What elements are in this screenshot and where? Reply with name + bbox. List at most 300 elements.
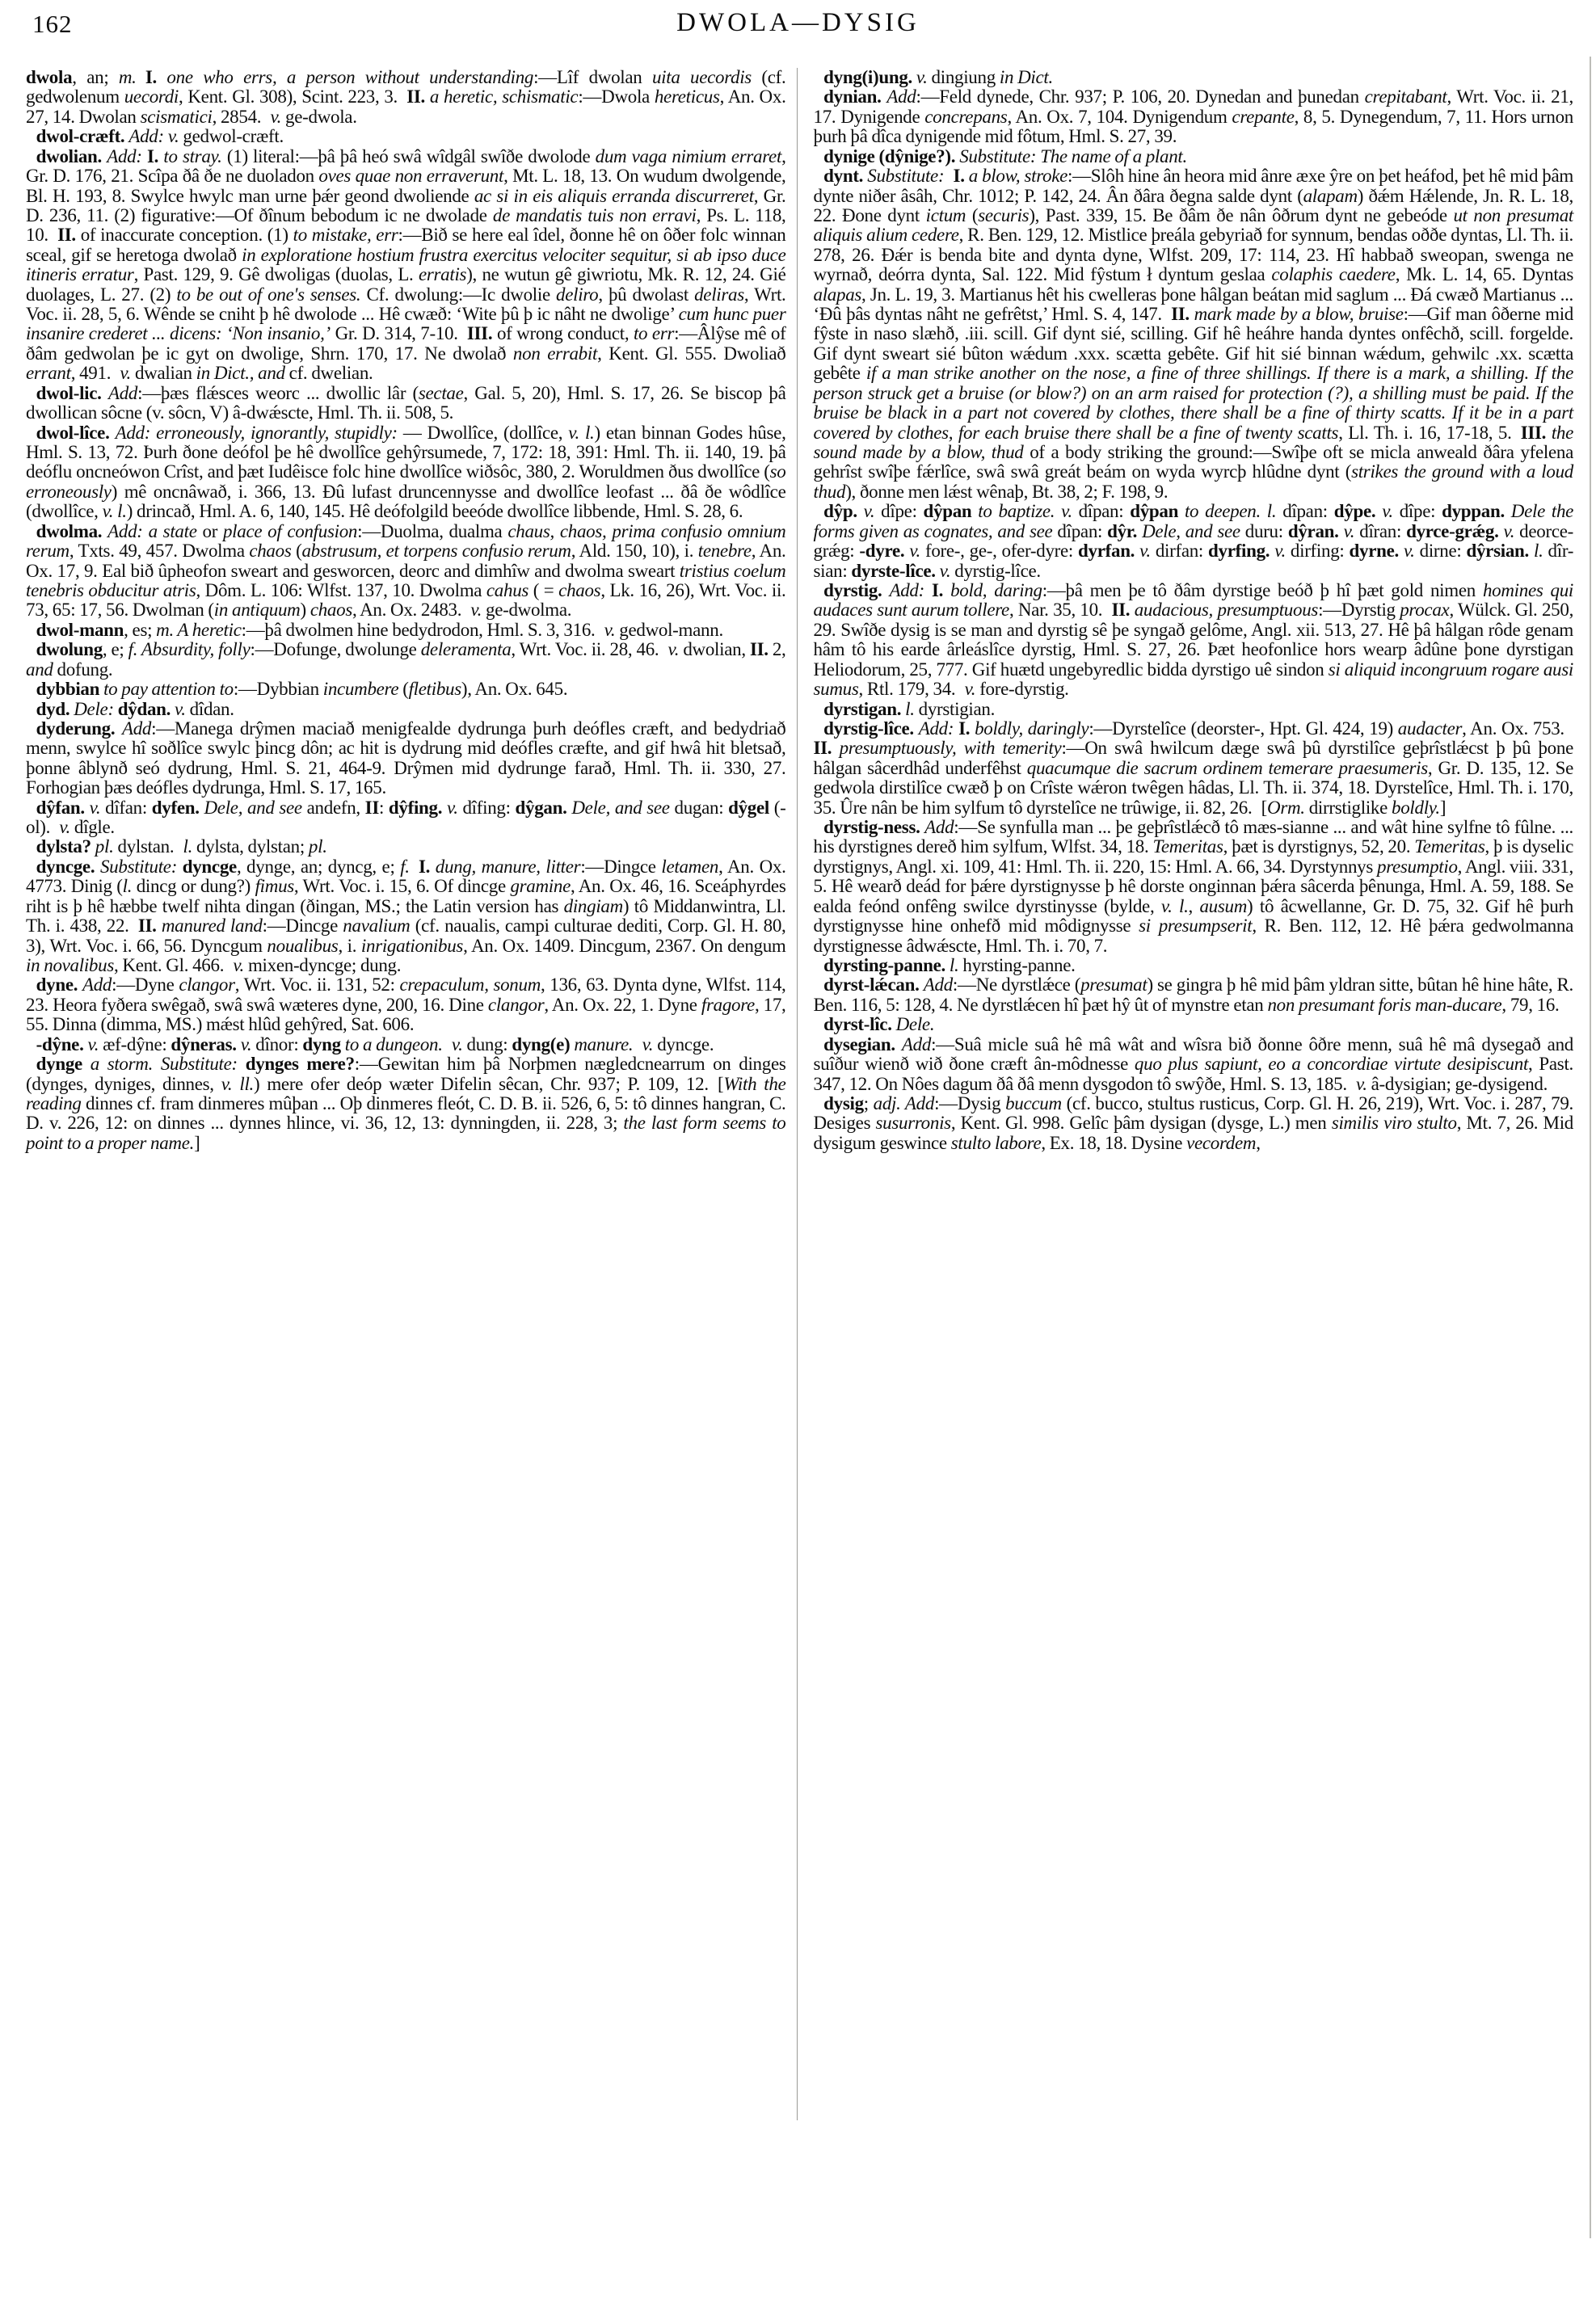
text-run: l.: [183, 836, 193, 857]
text-run: Substitute:: [867, 166, 945, 187]
text-run: With the reading: [26, 1073, 786, 1113]
text-run: presumat: [1080, 974, 1148, 996]
text-run: boldly.: [1392, 797, 1440, 818]
text-run: [157, 67, 166, 87]
text-run: if a man strike another on the nose, a fine of three shillings. If there is a mark, a shilling. If the person struck get a bruise (or blow?) on an arm raised for protection (?), a shilling must be paid. If the bruise be black in a part not covered by clothes, there shall be a fine of thirty scatts. If it be in a part covered by clothes, for each bruise there shall be a fine of twenty scatts: [813, 363, 1573, 443]
text-run: to pay attention to: [103, 679, 234, 700]
text-run: dyd.: [36, 698, 70, 719]
text-run: ) se gingra þ hê mid þâm yldran sitte, bûtan hê hine hâte, R. Ben. 116, 5: 128, 4. Ne dyrstlǽcen hî þæt hŷ ût of mynstre etan: [813, 974, 1573, 1015]
text-run: dŷgan.: [515, 797, 567, 818]
text-run: dŷneras.: [171, 1033, 237, 1054]
text-run: bold, daring: [950, 579, 1042, 600]
text-run: of a body striking the ground:—Swîþe oft se micla anweald ðâra yfelena gehrîst swîþe fǽrlîce, swâ swâ greát beám on wyda wyrcþ hlûdne dynt (: [813, 442, 1573, 482]
page-number: 162: [32, 10, 73, 38]
text-run: dîdan.: [185, 698, 234, 719]
text-run: fimus: [255, 876, 294, 897]
text-run: fletibus: [408, 679, 461, 700]
text-run: Dele.: [895, 1014, 935, 1035]
text-run: l.: [1266, 501, 1277, 522]
entry-dyrstig-lice: [814, 719, 1574, 818]
text-run: noualibus: [267, 935, 339, 956]
text-run: dŷpan: [1130, 501, 1179, 522]
text-run: chaos: [558, 579, 601, 600]
text-run: :—Dyne: [112, 974, 179, 996]
entry-dyfan-group: [26, 798, 786, 838]
text-run: [857, 501, 864, 521]
text-run: [110, 423, 116, 443]
text-run: , Wrt. Voc. ii. 131, 52:: [234, 974, 400, 996]
text-run: dwol-mann: [36, 619, 124, 640]
text-run: mark made by a blow, bruise: [1194, 304, 1404, 325]
text-run: a blow, stroke: [968, 166, 1068, 187]
text-run: ac si in eis aliquis erranda discurreret: [474, 185, 754, 206]
text-run: dylsta, dylstan;: [192, 836, 309, 857]
text-run: , An. Ox. 2483.: [352, 600, 471, 621]
text-run: tenebre: [697, 541, 752, 562]
text-run: ;: [863, 1092, 874, 1113]
text-run: dyng(i)ung.: [823, 67, 912, 87]
text-run: Add: [923, 974, 953, 996]
text-run: dirfan:: [1150, 541, 1209, 562]
text-run: a heretic, schismatic: [429, 86, 579, 107]
text-run: [943, 580, 950, 600]
text-run: v. l.: [102, 501, 127, 522]
text-run: non presumant foris man-ducare: [1267, 994, 1502, 1015]
text-run: , Ex. 18, 18. Dysine: [1041, 1132, 1187, 1153]
text-run: [102, 383, 108, 403]
text-run: dyppan.: [1442, 501, 1505, 522]
right-column: [814, 68, 1574, 1153]
text-run: dincg or dung?): [132, 876, 255, 897]
text-run: ut non presumat aliquis alium cedere: [813, 204, 1573, 246]
text-run: pl.: [308, 836, 327, 857]
text-run: [1546, 423, 1552, 443]
text-run: dwol-cræft.: [36, 126, 125, 147]
text-run: Add:: [128, 126, 164, 147]
text-run: v.: [1356, 1073, 1367, 1094]
text-run: :—Âlŷse mê of ðâm gedwolan þe ic gyt on dwolige, Shrn. 170, 17. Ne dwolað: [26, 323, 786, 364]
text-run: fore-, ge-, ofer-dyre:: [920, 541, 1079, 562]
text-run: I.: [147, 145, 159, 166]
text-run: , an;: [72, 67, 119, 87]
entry-dysegian: [814, 1035, 1574, 1094]
text-run: I.: [418, 856, 431, 877]
text-run: dysegian.: [823, 1033, 895, 1054]
text-run: Add: erroneously, ignorantly, stupidly:: [115, 422, 398, 443]
text-run: ) mere ofer deóp wæter Difelin sêcan, Chr. 937; P. 109, 12. [: [253, 1073, 724, 1094]
text-run: ) mê oncnâwað, i. 366, 13. Ðû lufast druncennysse and dwollîce leofast ... ðâ ðe wôdlîce (dwollîce,: [26, 481, 786, 522]
text-run: , Ll. Th. i. 16, 17-18, 5.: [1338, 422, 1521, 443]
entry-dyrsting-panne: [814, 956, 1574, 975]
text-run: to baptize.: [978, 501, 1055, 522]
text-run: v.: [89, 797, 101, 818]
text-run: in Dict.: [999, 67, 1053, 87]
text-run: :—Manega drŷmen maciað menigfealde dydrunga þurh deófles cræft, and bedydriað menn, swylce hî soðlîce swylc þincg dôn; ac hit is dydrung mid deófles cræfte, and gif hwâ hit bletsað, þonne âblynð seó dydrung, Hml. S. 21, 464-9. Drŷmen mid dydrunge farað, Hml. Th. ii. 330, 27. Forhogian þæs deófles dydrunga, Hml. S. 17, 165.: [26, 718, 786, 798]
text-run: presumptuously, with temerity: [839, 738, 1062, 759]
text-run: Add: [901, 1033, 932, 1054]
text-run: (1) literal:—þâ þâ heó swâ wîdgâl swîðe dwolode: [221, 145, 596, 166]
text-run: ): [300, 600, 310, 621]
text-run: :—Dybbian: [233, 679, 323, 700]
text-run: v.: [167, 126, 179, 147]
text-run: , Wrt. Voc. ii. 21, 17. Dynigende: [813, 86, 1573, 127]
text-run: dîr-sian:: [813, 541, 1574, 581]
text-run: , An. Ox. 7, 104. Dynigendum: [1007, 106, 1232, 127]
text-run: quacumque die sacrum ordinem temerare praesumeris: [1026, 757, 1428, 778]
text-run: :—Dysig: [934, 1092, 1006, 1113]
text-run: dîran:: [1354, 520, 1407, 541]
text-run: dylsta?: [36, 836, 91, 857]
text-run: ) tô Middanwintra, Ll. Th. i. 438, 22.: [26, 895, 786, 937]
entry-dyncge: [26, 857, 786, 976]
text-run: dyrstig-lîce.: [823, 718, 914, 739]
text-run: dyrstig-ness.: [823, 817, 920, 838]
text-run: stulto labore: [950, 1132, 1042, 1153]
text-run: â-dysigian; ge-dysigend.: [1366, 1073, 1548, 1094]
text-run: dîfan:: [100, 797, 152, 818]
text-run: , þ is dyselic dyrstignys, Angl. xi. 109, 41: Hml. Th. ii. 220, 15: Hml. A. 66, 34. Dyrstynnys: [813, 836, 1573, 877]
text-run: dwolma.: [36, 520, 103, 541]
text-run: [1055, 501, 1061, 521]
text-run: :—Lîf dwolan: [533, 67, 652, 87]
entry-dyrst-laecan: [814, 975, 1574, 1015]
text-run: v. l.: [1160, 895, 1189, 916]
text-run: a storm.: [90, 1054, 154, 1075]
text-run: [177, 857, 183, 877]
text-run: dum vaga nimium erraret: [595, 145, 782, 166]
text-run: , Rtl. 179, 34.: [858, 679, 965, 700]
entry-dwolian: [26, 147, 786, 384]
text-run: dugan:: [669, 797, 729, 818]
entry-dyrst-lic: [814, 1015, 1574, 1034]
text-run: , Wrt. Voc. ii. 28, 5, 6. Wênde se cniht þ hê dwolode ... Hê cwæð: ‘Wite þû þ ic nâht ne dwolige’: [26, 284, 786, 325]
entry-dyd: [26, 700, 786, 719]
text-run: II: [364, 797, 379, 818]
text-run: dwolung: [36, 639, 103, 660]
text-run: scismatici: [140, 106, 213, 127]
text-run: dyderung.: [36, 718, 116, 739]
text-run: pl.: [95, 836, 114, 857]
text-run: dyng: [302, 1033, 341, 1054]
text-run: in antiquum: [213, 600, 301, 621]
text-run: ,: [1256, 1132, 1261, 1153]
text-run: , R. Ben. 112, 12. Hê þǽra gedwolmanna dyrstignesse âdwǽscte, Hml. Th. i. 70, 7.: [813, 916, 1573, 956]
text-run: III.: [1520, 422, 1547, 443]
text-run: , Wülck. Gl. 250, 29. Swîðe dysig is se man and dyrstig sê þe syngað gelôme, Angl. xii. 513, 27. Hê þâ hâlgan rôde genam hâm tô his earde ârleáslîce dyrstig, Hml. S. 27, 26. Þæt heofonlice hors wearp âdûne þone dyrstigan Heliodorum, 25, 777. Gif huætd ungebyredlic bidda dyrstigo uê sindon: [813, 600, 1574, 680]
text-run: Temeritas: [1152, 836, 1223, 857]
text-run: v.: [1403, 541, 1415, 562]
text-run: navalium: [343, 916, 411, 937]
text-run: deorce-grǽg:: [813, 520, 1574, 562]
text-run: dîpan:: [1072, 501, 1131, 522]
text-run: :—Bið se here eal îdel, ðonne hê on ôðer folc winnan sceal, gif se heretoga dwolað: [26, 225, 786, 265]
text-run: ) tô âcwellanne, Gr. D. 75, 32. Gif hê þurh dyrstignysse hine onhefð mid môdignysse: [813, 895, 1573, 937]
text-run: III.: [466, 323, 493, 344]
text-run: v.: [667, 639, 680, 660]
text-run: fragore: [701, 994, 755, 1015]
text-run: Add: [924, 817, 954, 838]
left-column: [26, 68, 786, 1153]
text-run: [238, 1054, 246, 1074]
text-run: letamen: [661, 856, 719, 877]
text-run: :—Dyrstig: [1318, 600, 1400, 621]
text-run: II.: [1111, 600, 1131, 621]
text-run: and: [26, 659, 53, 680]
text-run: Add:: [889, 579, 924, 600]
text-run: manure.: [574, 1033, 634, 1054]
text-run: dingiung: [927, 67, 1000, 87]
text-run: dŷpe.: [1333, 501, 1376, 522]
text-run: Add: [886, 86, 916, 107]
text-run: dîpe:: [1392, 501, 1442, 522]
text-run: :—Se synfulla man ... þe geþrîstlǽcð tô mæs-sianne ... and wât hine sylfne tô fûlne. ... his dyrstignes dereð him sylfum, Wlfst. 34, 18.: [813, 817, 1573, 857]
entry-dynt: [814, 166, 1574, 502]
text-run: v.: [1061, 501, 1072, 522]
text-run: f. Absurdity, folly: [128, 639, 251, 660]
text-run: the sound made by a blow, thud: [813, 422, 1574, 463]
text-run: v.: [1382, 501, 1393, 522]
entry-dynge: [26, 1054, 786, 1153]
text-run: II.: [57, 225, 76, 246]
text-run: dynges mere?: [245, 1054, 355, 1075]
text-run: dyrste-lîce.: [851, 560, 936, 581]
text-run: clangor: [179, 974, 235, 996]
text-run: Temeritas: [1414, 836, 1485, 857]
text-run: , Wrt. Voc. i. 15, 6. Of dincge: [293, 876, 511, 897]
entry-dylsta: [26, 837, 786, 857]
text-run: Dele, and see: [571, 797, 670, 818]
text-run: ,: [1188, 895, 1200, 916]
text-run: [1375, 501, 1382, 521]
entry-dwolung: [26, 640, 786, 680]
text-run: dyrst-lǽcan.: [823, 974, 920, 996]
text-run: alapas: [813, 284, 862, 305]
text-run: susurronis: [875, 1113, 951, 1134]
text-run: , Lk. 16, 26), Wrt. Voc. ii. 73, 65: 17, 56. Dwolman (: [26, 579, 786, 621]
text-run: f.: [400, 856, 410, 877]
text-run: dyrstig.: [823, 579, 882, 600]
text-run: Add: [82, 974, 112, 996]
text-run: presumptio: [1377, 856, 1458, 877]
text-run: , Kent. Gl. 308), Scint. 223, 3.: [179, 86, 407, 107]
text-run: [115, 718, 122, 739]
text-run: -dŷne.: [36, 1033, 84, 1054]
text-run: , e;: [102, 639, 128, 660]
text-run: — Dwollîce, (dollîce,: [397, 422, 569, 443]
text-run: , 2854.: [212, 106, 271, 127]
text-run: v.: [1503, 520, 1515, 541]
text-run: dîgle.: [69, 817, 115, 838]
text-run: [633, 1034, 642, 1054]
text-run: , Angl. viii. 331, 5. Hê wearð deád for þǽre dyrstignysse þ hê dorste onginnan þǽra sâcerda þênunga, Hml. A. 59, 188. Se ealda feónd onfêng swilce dyrstinysse (bylde,: [813, 856, 1573, 916]
text-run: , 136, 63. Dynta dyne, Wlfst. 114, 23. Heora fyðera swêgað, swâ swâ wæteres dyne, 200, 16. Dine: [26, 974, 786, 1015]
text-run: (-ol).: [26, 797, 786, 838]
text-run: , Ald. 150, 10), i.: [571, 541, 698, 562]
text-run: dynge: [36, 1054, 82, 1075]
text-run: andefn,: [301, 797, 365, 818]
text-run: , Gr. D. 135, 12. Se gedwola dirstilîce cwæð þ on Crîste wǽron twêgen hâdas, Ll. Th. ii. 374, 18. Dyrstelîce, Hml. Th. i. 170, 35. Ûre nân be him sylfum tô dyrstelîce ne trûwige, ii. 82, 26. [: [813, 757, 1573, 818]
text-run: of inaccurate conception. (1): [75, 225, 293, 246]
text-run: of wrong conduct,: [492, 323, 634, 344]
text-run: place of confusion: [222, 520, 358, 541]
entry-dysig: [814, 1094, 1574, 1153]
text-run: :: [378, 797, 389, 818]
text-run: v.: [240, 1033, 252, 1054]
entry-dyderung: [26, 719, 786, 798]
text-run: v. ll.: [221, 1073, 254, 1094]
text-run: (cf. bucco, stultus rusticus, Corp. Gl. H. 26, 219), Wrt. Voc. i. 287, 79. Desiges: [813, 1092, 1573, 1134]
text-run: v.: [87, 1033, 99, 1054]
text-run: dyrstig-lîce.: [950, 560, 1041, 581]
text-run: Dele:: [74, 698, 114, 719]
text-run: gedwol-cræft.: [179, 126, 284, 147]
text-run: v.: [604, 619, 616, 640]
text-run: , Gr. D. 176, 21. Scîpa ðâ ðe ne duoladon: [26, 145, 786, 187]
text-run: l.: [122, 876, 133, 897]
text-run: [832, 738, 839, 758]
text-run: to a dungeon.: [344, 1033, 443, 1054]
text-run: :—Dingce: [580, 856, 662, 877]
text-run: chaus, chaos, prima confusio omnium rerum: [26, 520, 786, 562]
text-run: cahus: [486, 579, 529, 600]
text-run: ]: [194, 1132, 200, 1153]
text-run: [895, 1034, 902, 1054]
entry-dyrstig: [814, 581, 1574, 700]
text-run: ) ðǽm Hǽlende, Jn. R. L. 18, 22. Ðone dynt: [813, 185, 1573, 225]
text-run: (cf. naualis, campi culturae dediti, Corp. Gl. H. 80, 3), Wrt. Voc. i. 66, 56. Dyncgum: [26, 916, 786, 956]
text-run: one who errs, a person without understanding: [166, 67, 534, 87]
text-run: , dynge, an; dyncg, e;: [236, 856, 401, 877]
text-run: tristius coelum tenebris obducitur atris: [26, 560, 786, 600]
text-run: v.: [916, 67, 928, 87]
text-run: incumbere: [322, 679, 399, 700]
text-run: dybbian: [36, 679, 100, 700]
text-run: [944, 166, 953, 186]
text-run: , R. Ben. 129, 12. Mistlice þreála gebyriað for synnum, bendas oððe dyntas, Ll. Th. ii. 278, 26. Ðǽr is benda bite and dynta dyne, Wlfst. 209, 17: 114, 23. Hî habbað sweopan, swenga ne wyrnað, deórra dynta, Sal. 122. Mid fŷstum ł dyntum geslaa: [813, 225, 1573, 285]
text-run: dyrce-grǽg.: [1406, 520, 1499, 541]
text-run: dyrne.: [1349, 541, 1399, 562]
text-run: so erroneously: [26, 461, 786, 502]
entry-dynige: [814, 147, 1574, 166]
text-run: dyrfing.: [1208, 541, 1270, 562]
text-run: [1505, 501, 1511, 521]
text-run: dwolian,: [679, 639, 750, 660]
text-run: [153, 1054, 161, 1074]
text-run: v.: [1139, 541, 1151, 562]
text-run: dwola: [26, 67, 73, 87]
text-run: I.: [931, 579, 944, 600]
text-run: dyrsting-panne.: [823, 954, 945, 975]
text-run: in novalibus: [26, 954, 114, 975]
text-run: duru:: [1240, 520, 1288, 541]
page-title: DWOLA—DYSIG: [676, 8, 920, 37]
text-run: cf. dwelian.: [284, 363, 373, 384]
text-run: , 491.: [70, 363, 120, 384]
text-run: ausum: [1199, 895, 1248, 916]
text-run: dyrstigan.: [823, 698, 902, 719]
text-run: , An. Ox. 27, 14. Dwolan: [26, 86, 786, 127]
text-run: Dele, and see: [1142, 520, 1240, 541]
text-run: alapam: [1303, 185, 1358, 206]
text-run: dyrst-lîc.: [823, 1014, 892, 1035]
text-run: dŷgel: [728, 797, 769, 818]
entry-dyp-group: [814, 502, 1574, 581]
text-run: m. A heretic: [156, 619, 242, 640]
text-run: deliro: [556, 284, 599, 305]
text-run: :—þâ dwolmen hine bedydrodon, Hml. S. 3, 316.: [241, 619, 604, 640]
text-run: mixen-dyncge; dung.: [244, 954, 402, 975]
text-run: :—Dwola: [578, 86, 655, 107]
text-run: dyrstigian.: [914, 698, 996, 719]
text-run: sectae: [418, 382, 464, 403]
text-run: :—Suâ micle suâ hê mâ wât and wîsra bið ðonne ôðre menn, suâ hê mâ dysegað and suîður wienð wið ðone cræft ân-môdnesse: [813, 1033, 1573, 1075]
text-run: II.: [749, 639, 769, 660]
text-run: , 79, 16.: [1501, 994, 1560, 1015]
text-run: quo plus sapiunt, eo a concordiae virtute desipiscunt: [1134, 1054, 1529, 1075]
text-run: buccum: [1005, 1092, 1062, 1113]
text-run: dirfing:: [1285, 541, 1350, 562]
text-run: dyncge: [182, 856, 237, 877]
text-run: [924, 580, 932, 600]
text-run: ( =: [528, 579, 559, 600]
text-run: m.: [118, 67, 137, 87]
text-run: , Nar. 35, 10.: [1009, 600, 1112, 621]
text-run: boldly, daringly: [975, 718, 1089, 739]
text-run: , 8, 5. Dynegendum, 7, 11. Hors urnon þurh þâ dîca dynigende mid fôtum, Hml. S. 27, 39.: [813, 106, 1573, 147]
text-run: , 17, 55. Dinna (dimma, MS.) mǽst hlûd gehŷred, Sat. 606.: [26, 994, 786, 1035]
text-run: 2,: [768, 639, 786, 660]
text-run: , An. Ox. 22, 1. Dyne: [544, 994, 701, 1015]
text-run: dysig: [823, 1092, 864, 1113]
text-run: ), An. Ox. 645.: [461, 679, 568, 700]
text-run: I.: [958, 718, 971, 739]
text-run: dwalian: [131, 363, 196, 384]
text-run: v.: [270, 106, 282, 127]
text-run: erratis: [418, 264, 467, 285]
text-run: :—Gif man ôðerne mid fŷste in naso slæhð, .iii. scill. Gif dynt sié, scilling. Gif hê heáhre handa dyntes onfêchð, scill. forgelde. Gif dynt sweart sié bûton wǽdum .xxx. scætta gebête. Gif hit sié binnan wǽdum, gehwilc .xx. scætta gebête: [813, 304, 1573, 384]
text-run: v. l.: [568, 422, 595, 443]
text-run: Add: [107, 382, 138, 403]
entry-dyne: [26, 975, 786, 1034]
text-run: to mistake, err: [293, 225, 398, 246]
text-run: Cf. dwolung:—Ic dwolie: [360, 284, 557, 305]
entry-dyne-group: [26, 1035, 786, 1054]
text-run: (cf. gedwolenum: [26, 67, 786, 107]
text-run: dingiam: [563, 895, 623, 916]
text-run: v.: [863, 501, 875, 522]
text-run: colaphis caedere: [1271, 264, 1396, 285]
text-run: dŷpan: [923, 501, 972, 522]
text-run: l.: [1533, 541, 1543, 562]
text-run: deliras: [694, 284, 744, 305]
text-run: [1261, 501, 1267, 521]
text-run: ), ðonne men lǽst wênaþ, Bt. 38, 2; F. 198, 9.: [845, 481, 1169, 502]
text-run: gedwol-mann.: [615, 619, 723, 640]
text-run: Add: a state: [107, 520, 197, 541]
text-run: , Mt. 7, 26. Mid dysigum geswince: [813, 1113, 1573, 1153]
text-run: crepaculum, sonum: [399, 974, 541, 996]
text-run: :—On swâ hwilcum dæge swâ þû dyrstilîce geþrîstlǽcst þ þû þone hâlgan sâcerdhâd underfêhst: [813, 738, 1573, 778]
text-run: l.: [905, 698, 915, 719]
text-run: dîfing:: [457, 797, 516, 818]
text-run: , Ps. L. 118, 10.: [26, 204, 786, 246]
text-run: , An. Ox. 1409. Dincgum, 2367. On dengum: [463, 935, 786, 956]
text-run: æf-dŷne:: [99, 1033, 171, 1054]
page-edge-shadow: [1590, 57, 1591, 2238]
text-run: ictum: [925, 204, 966, 225]
text-run: v.: [1274, 541, 1286, 562]
text-run: vecordem: [1186, 1132, 1257, 1153]
